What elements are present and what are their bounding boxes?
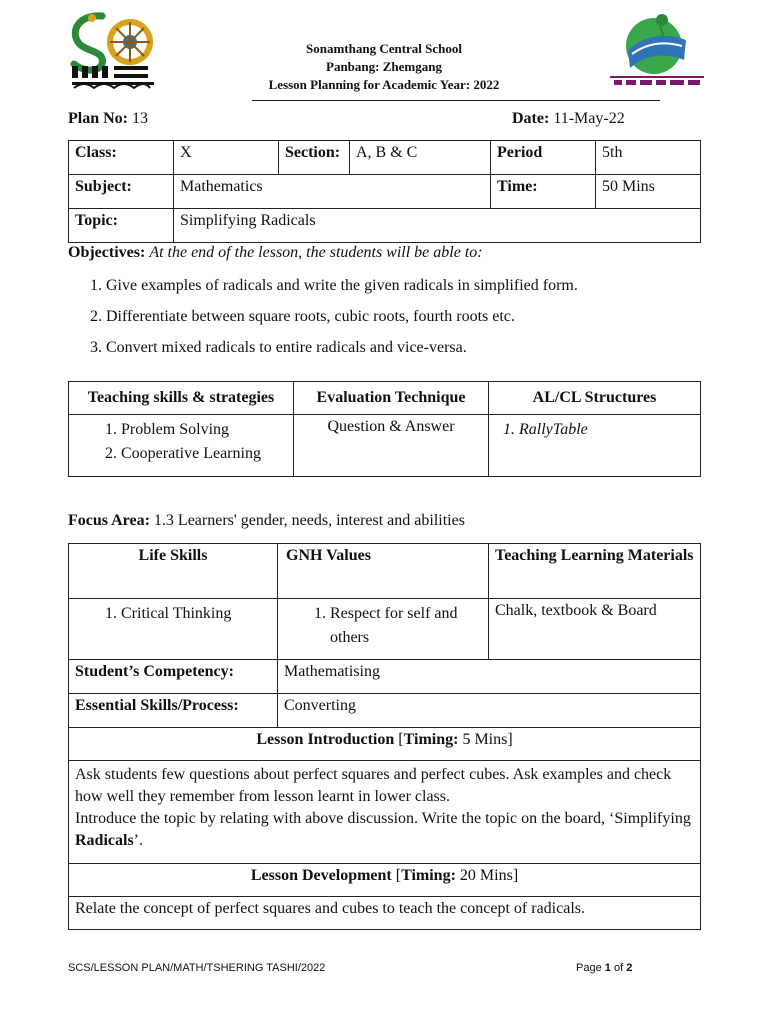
class-label: Class: (75, 144, 117, 161)
objectives-list (90, 277, 578, 370)
focus-area (68, 512, 465, 530)
alcl-item: 1. RallyTable (519, 418, 694, 442)
document-title: Lesson Planning for Academic Year: 2022 (268, 77, 500, 92)
school-name: Sonamthang Central School (305, 41, 463, 56)
page-indicator: Page 1 of 2 (576, 962, 633, 974)
essential-skills-label: Essential Skills/Process: (75, 697, 239, 714)
class-info-table (68, 140, 701, 243)
subject-value: Mathematics (174, 175, 491, 209)
school-location: Panbang: Zhemgang (326, 59, 442, 74)
essential-skills-value: Converting (278, 694, 701, 728)
focus-label: Focus Area: (68, 512, 150, 529)
introduction-body (69, 761, 701, 864)
competency-value: Mathematising (278, 660, 701, 694)
plan-date (512, 110, 625, 128)
objective-item: 2. Differentiate between square roots, cubic roots, fourth roots etc. (90, 308, 515, 325)
development-body: Relate the concept of perfect squares and cubes to teach the concept of radicals. (69, 897, 701, 930)
time-label: Time: (497, 178, 538, 195)
plan-label: Plan No: (68, 110, 128, 127)
introduction-text-2: Introduce the topic by relating with above discussion. Write the topic on the board, ‘Simplifying Radicals’. (75, 810, 691, 849)
teaching-skills-list (75, 418, 287, 466)
period-value: 5th (596, 141, 701, 175)
period-label: Period (497, 144, 543, 161)
objectives-intro: At the end of the lesson, the students will be able to: (149, 244, 483, 261)
date-label: Date: (512, 110, 550, 127)
evaluation-value: Question & Answer (294, 415, 489, 477)
gnh-values-header: GNH Values (286, 547, 371, 564)
development-title: Lesson Development (250, 867, 392, 884)
footer-reference: SCS/LESSON PLAN/MATH/TSHERING TASHI/2022 (68, 962, 326, 974)
subject-label: Subject: (75, 178, 132, 195)
competency-label: Student’s Competency: (75, 663, 234, 680)
introduction-heading: Lesson Introduction [Timing: 5 Mins] (69, 728, 701, 761)
development-timing-label: Timing: (401, 867, 456, 884)
school-logo-left (62, 8, 166, 94)
introduction-text-1: Ask students few questions about perfect squares and perfect cubes. Ask examples and check how well they remember from lesson learnt in lower class. (75, 766, 672, 805)
header-divider (252, 100, 660, 101)
section-label: Section: (285, 144, 341, 161)
time-value: 50 Mins (596, 175, 701, 209)
focus-value: 1.3 Learners' gender, needs, interest and abilities (153, 512, 465, 529)
materials-value: Chalk, textbook & Board (489, 599, 701, 660)
teaching-skill-item: 2. Cooperative Learning (121, 442, 287, 466)
introduction-timing-label: Timing: (403, 731, 459, 748)
alcl-header: AL/CL Structures (489, 382, 701, 415)
gnh-values-list (284, 602, 482, 650)
life-skills-list (75, 602, 271, 626)
materials-header: Teaching Learning Materials (495, 547, 694, 564)
development-heading: Lesson Development [Timing: 20 Mins] (69, 864, 701, 897)
development-timing-value: 20 Mins (459, 867, 513, 884)
evaluation-header: Evaluation Technique (294, 382, 489, 415)
date-value: 11-May-22 (553, 110, 625, 127)
section-value: A, B & C (350, 141, 491, 175)
alcl-list (495, 418, 694, 442)
plan-number (68, 110, 148, 128)
topic-label: Topic: (75, 212, 118, 229)
strategies-table (68, 381, 701, 477)
class-value: X (174, 141, 279, 175)
plan-value: 13 (132, 110, 148, 127)
life-skills-header: Life Skills (138, 547, 208, 564)
teaching-skills-header: Teaching skills & strategies (69, 382, 294, 415)
introduction-title: Lesson Introduction (256, 731, 395, 748)
teaching-skill-item: 1. Problem Solving (121, 418, 287, 442)
objective-item: 1. Give examples of radicals and write the given radicals in simplified form. (90, 277, 578, 294)
life-skill-item: 1. Critical Thinking (121, 602, 271, 626)
lesson-table (68, 543, 701, 930)
school-logo-right (608, 10, 706, 94)
topic-value: Simplifying Radicals (174, 209, 701, 243)
objective-item: 3. Convert mixed radicals to entire radicals and vice-versa. (90, 339, 467, 356)
objectives-label: Objectives: (68, 244, 146, 261)
introduction-timing-value: 5 Mins (462, 731, 508, 748)
gnh-value-item: 1. Respect for self and others (330, 602, 482, 650)
objectives-heading (68, 244, 483, 262)
